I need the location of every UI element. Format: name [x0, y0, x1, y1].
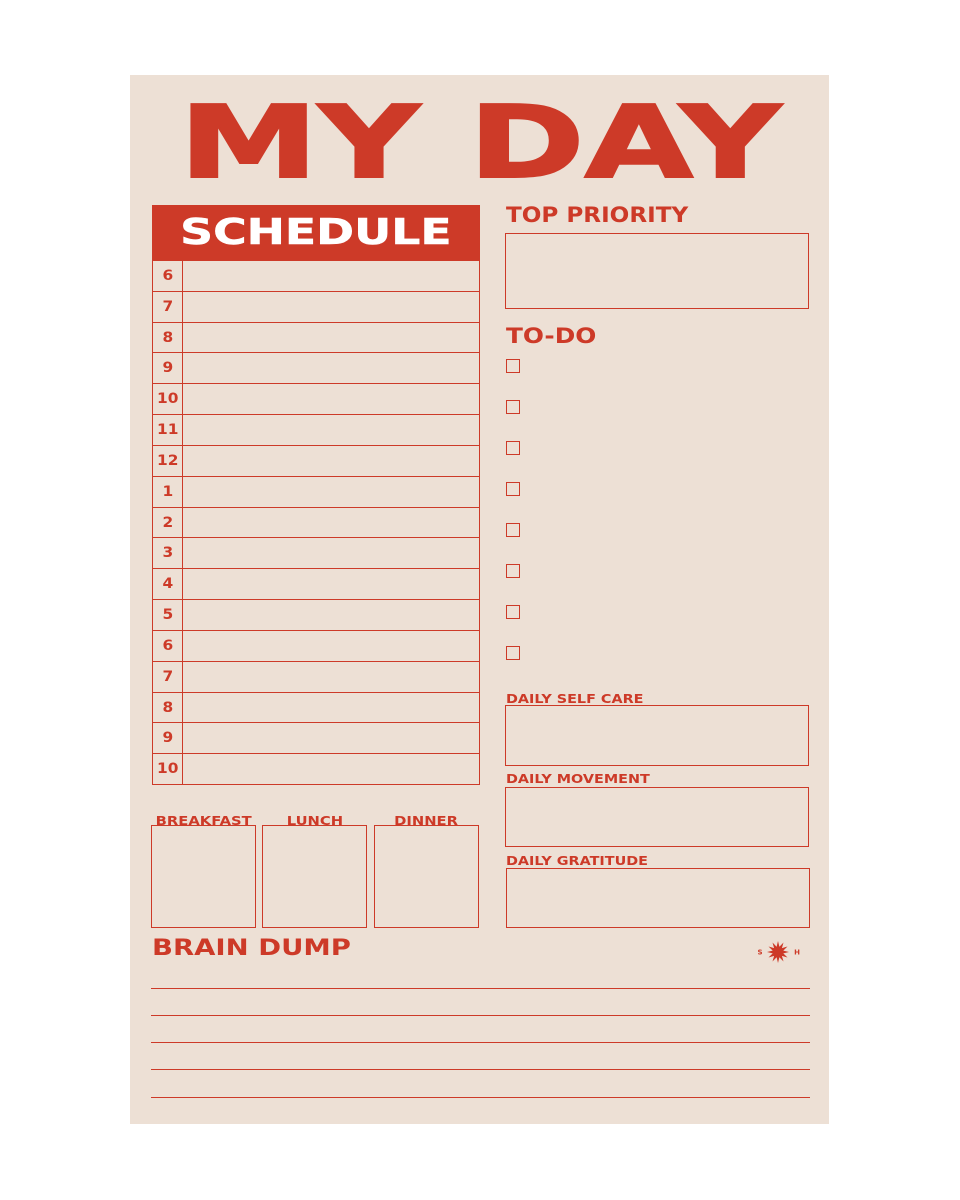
gratitude-label: DAILY GRATITUDE	[506, 852, 649, 868]
planner-page	[130, 75, 829, 1124]
schedule-row	[153, 414, 479, 445]
schedule-entry-field[interactable]	[183, 384, 479, 414]
hour-label-text: 9	[162, 730, 173, 747]
hour-label-text: 2	[162, 514, 173, 531]
schedule-title: SCHEDULE	[180, 212, 452, 253]
todo-label: TO-DO	[506, 323, 597, 348]
schedule-row	[153, 722, 479, 753]
meal-lunch	[262, 812, 367, 929]
hour-label-text: 10	[156, 391, 179, 408]
meal-breakfast	[151, 812, 256, 929]
hour-label	[153, 323, 183, 353]
meal-label-text: BREAKFAST	[155, 812, 252, 828]
self-care-field[interactable]	[505, 705, 809, 766]
meal-label	[374, 812, 479, 826]
meal-field[interactable]	[151, 825, 256, 928]
page-title	[130, 84, 829, 201]
hour-label	[153, 662, 183, 692]
schedule-row	[153, 599, 479, 630]
schedule-entry-field[interactable]	[183, 600, 479, 630]
hour-label-text: 4	[162, 576, 173, 593]
hour-label-text: 6	[162, 267, 173, 284]
schedule-entry-field[interactable]	[183, 693, 479, 723]
todo-checkbox[interactable]	[506, 646, 520, 660]
logo-letter-left: S	[757, 948, 763, 957]
meal-label-text: LUNCH	[286, 812, 343, 828]
hour-label	[153, 261, 183, 291]
schedule-entry-field[interactable]	[183, 415, 479, 445]
hour-label	[153, 477, 183, 507]
brain-dump-label: BRAIN DUMP	[152, 936, 351, 962]
schedule-entry-field[interactable]	[183, 292, 479, 322]
top-priority-label: TOP PRIORITY	[506, 202, 689, 227]
hour-label	[153, 693, 183, 723]
meal-label-text: DINNER	[394, 812, 459, 828]
meal-field[interactable]	[374, 825, 479, 928]
hour-label-text: 9	[162, 360, 173, 377]
brain-dump-line[interactable]	[151, 1042, 810, 1043]
meal-label	[262, 812, 367, 826]
schedule-entry-field[interactable]	[183, 508, 479, 538]
schedule-row	[153, 630, 479, 661]
hour-label-text: 6	[162, 637, 173, 654]
todo-checkbox[interactable]	[506, 564, 520, 578]
schedule-row	[153, 507, 479, 538]
hour-label-text: 10	[156, 761, 179, 778]
schedule-row	[153, 753, 479, 784]
logo-letter-right: H	[794, 948, 800, 957]
hour-label-text: 12	[156, 452, 179, 469]
schedule-entry-field[interactable]	[183, 754, 479, 784]
hour-label-text: 1	[162, 483, 173, 500]
schedule-row	[153, 661, 479, 692]
schedule-row	[153, 383, 479, 414]
todo-checkbox[interactable]	[506, 359, 520, 373]
meal-dinner	[374, 812, 479, 929]
todo-checkbox[interactable]	[506, 482, 520, 496]
hour-label	[153, 508, 183, 538]
schedule-row	[153, 322, 479, 353]
todo-checkbox[interactable]	[506, 441, 520, 455]
hour-label	[153, 415, 183, 445]
hour-label	[153, 569, 183, 599]
schedule-entry-field[interactable]	[183, 353, 479, 383]
brain-dump-line[interactable]	[151, 1097, 810, 1098]
todo-checkbox[interactable]	[506, 605, 520, 619]
schedule-row	[153, 291, 479, 322]
schedule-entry-field[interactable]	[183, 323, 479, 353]
schedule-row	[153, 537, 479, 568]
todo-checkbox[interactable]	[506, 523, 520, 537]
brain-dump-line[interactable]	[151, 988, 810, 989]
hour-label	[153, 723, 183, 753]
hour-label	[153, 384, 183, 414]
schedule-entry-field[interactable]	[183, 662, 479, 692]
schedule-row	[153, 568, 479, 599]
top-priority-field[interactable]	[505, 233, 809, 309]
schedule-row	[153, 261, 479, 291]
hour-label-text: 7	[162, 668, 173, 685]
brand-logo	[753, 937, 803, 967]
schedule-entry-field[interactable]	[183, 538, 479, 568]
schedule-row	[153, 445, 479, 476]
schedule-entry-field[interactable]	[183, 477, 479, 507]
self-care-label: DAILY SELF CARE	[506, 690, 644, 706]
hour-label-text: 11	[156, 422, 179, 439]
hour-label	[153, 292, 183, 322]
hour-label	[153, 353, 183, 383]
starburst-icon	[767, 941, 789, 963]
schedule-entry-field[interactable]	[183, 631, 479, 661]
schedule-table	[152, 261, 480, 785]
movement-label: DAILY MOVEMENT	[506, 770, 650, 786]
todo-list	[506, 359, 520, 660]
hour-label	[153, 446, 183, 476]
hour-label-text: 8	[162, 699, 173, 716]
schedule-row	[153, 692, 479, 723]
movement-field[interactable]	[505, 787, 809, 847]
schedule-entry-field[interactable]	[183, 723, 479, 753]
schedule-row	[153, 352, 479, 383]
brain-dump-line[interactable]	[151, 1015, 810, 1016]
page-title-text: MY DAY	[178, 84, 781, 201]
schedule-entry-field[interactable]	[183, 446, 479, 476]
hour-label-text: 8	[162, 329, 173, 346]
hour-label-text: 3	[162, 545, 173, 562]
schedule-header	[152, 205, 480, 261]
gratitude-field[interactable]	[506, 868, 810, 928]
hour-label-text: 7	[162, 298, 173, 315]
schedule-row	[153, 476, 479, 507]
meal-field[interactable]	[262, 825, 367, 928]
hour-label	[153, 538, 183, 568]
hour-label-text: 5	[162, 607, 173, 624]
brain-dump-line[interactable]	[151, 1069, 810, 1070]
todo-checkbox[interactable]	[506, 400, 520, 414]
hour-label	[153, 600, 183, 630]
meal-label	[151, 812, 256, 826]
schedule-entry-field[interactable]	[183, 261, 479, 291]
schedule-entry-field[interactable]	[183, 569, 479, 599]
hour-label	[153, 631, 183, 661]
hour-label	[153, 754, 183, 784]
